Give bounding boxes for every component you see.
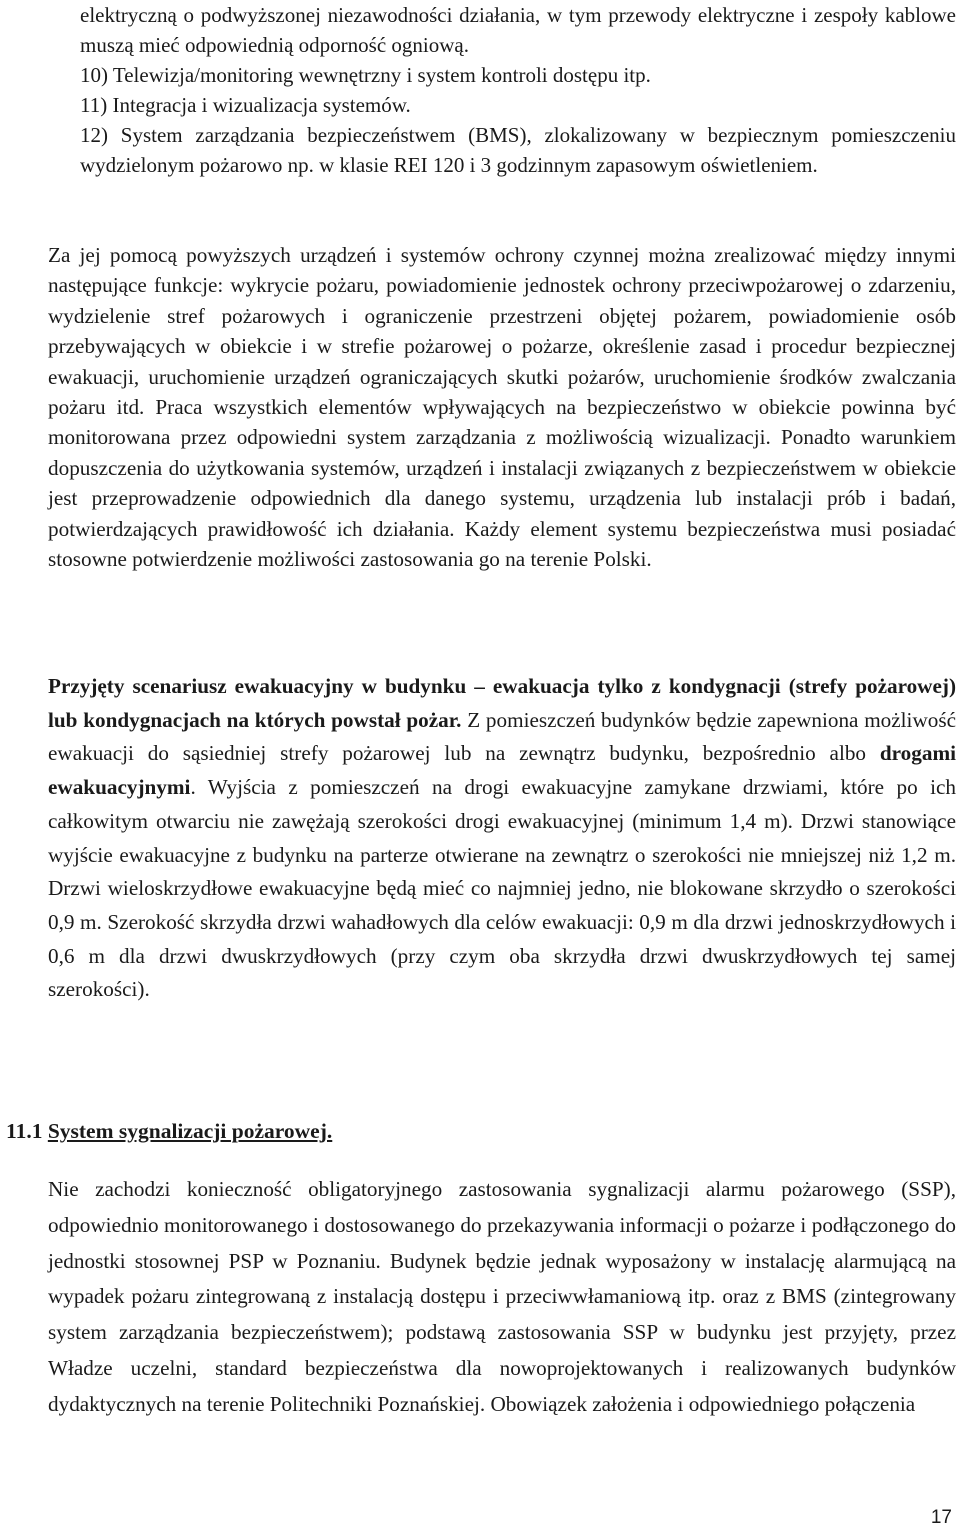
evacuation-text-b: . Wyjścia z pomieszczeń na drogi ewakuacyjne zamykane drzwiami, które po ich całkowitym otwarciu nie zawężają szerokości drogi ewakuacyjnej (minimum 1,4 m). Drzwi stanowiące wyjście ewakuacyjne z budynku na parterze otwierane na zewnątrz o szerokości nie mniejszej niż 1,2 m. Drzwi wieloskrzydłowe ewakuacyjne będą mieć co najmniej jedno, nie blokowane skrzydło o szerokości 0,9 m. Szerokość skrzydła drzwi wahadłowych dla celów ewakuacji: 0,9 m dla drzwi jednoskrzydłowych i 0,6 m dla drzwi dwuskrzydłowych (przy czym oba skrzydła drzwi dwuskrzydłowych tej samej szerokości). — [48, 775, 956, 1002]
paragraph-evacuation-scenario — [48, 670, 956, 1007]
evacuation-scenario-bold: Przyjęty scenariusz ewakuacyjny w budynku – ewakuacja tylko z kondygnacji (strefy pożarowej) lub kondygnacjach na których powstał pożar. — [48, 674, 956, 732]
list-item-12: 12) System zarządzania bezpieczeństwem (BMS), zlokalizowany w bezpiecznym pomieszczeniu wydzielonym pożarowo np. w klasie REI 120 i 3 godzinnym zapasowym oświetleniem. — [80, 123, 956, 177]
evacuation-text-a: Z pomieszczeń budynków będzie zapewniona możliwość ewakuacji do sąsiedniej strefy pożarowej lub na zewnątrz budynku, bezpośrednio albo — [48, 707, 956, 766]
list-item-10: 10) Telewizja/monitoring wewnętrzny i system kontroli dostępu itp. — [80, 63, 651, 87]
numbered-list — [80, 0, 956, 180]
evacuation-routes-bold: drogami ewakuacyjnymi — [48, 741, 956, 800]
list-item-continuation: elektryczną o podwyższonej niezawodności działania, w tym przewody elektryczne i zespoły kablowe muszą mieć odpowiednią odporność ogniową. — [80, 3, 956, 57]
section-title: System sygnalizacji pożarowej. — [47, 1119, 333, 1143]
section-number: 11.1 — [6, 1119, 48, 1143]
list-item-11: 11) Integracja i wizualizacja systemów. — [80, 93, 411, 117]
page-number: 17 — [930, 1507, 952, 1528]
section-heading — [6, 1116, 332, 1146]
paragraph-fire-alarm-system: Nie zachodzi konieczność obligatoryjnego zastosowania sygnalizacji alarmu pożarowego (SSP), odpowiednio monitorowanego i dostosowanego do przekazywania informacji o pożarze i podłączonego do jednostki stosownej PSP w Poznaniu. Budynek będzie jednak wyposażony w instalację alarmującą na wypadek pożaru zintegrowaną z instalacją dostępu i przeciwwłamaniową itp. oraz z BMS (zintegrowany system zarządzania bezpieczeństwem); podstawą zastosowania SSP w budynku jest przyjęty, przez Władze uczelni, standard bezpieczeństwa dla nowoprojektowanych i realizowanych budynków dydaktycznych na terenie Politechniki Poznańskiej. Obowiązek założenia i odpowiedniego połączenia — [48, 1177, 956, 1416]
paragraph-fire-protection-functions: Za jej pomocą powyższych urządzeń i systemów ochrony czynnej można zrealizować między innymi następujące funkcje: wykrycie pożaru, powiadomienie jednostek ochrony przeciwpożarowej o zdarzeniu, wydzielenie stref pożarowych i ograniczenie przestrzeni objętej pożarem, powiadomienie osób przebywających w obiekcie i w strefie pożarowej o pożarze, określenie zasad i procedur bezpiecznej ewakuacji, uruchomienie urządzeń ograniczających skutki pożarów, uruchomienie środków zwalczania pożaru itd. Praca wszystkich elementów wpływających na bezpieczeństwo w obiekcie powinna być monitorowana przez odpowiedni system zarządzania z możliwością wizualizacji. Ponadto warunkiem dopuszczenia do użytkowania systemów, urządzeń i instalacji związanych z bezpieczeństwem w obiekcie jest przeprowadzenie odpowiednich dla danego systemu, urządzenia lub instalacji prób i badań, potwierdzających prawidłowość ich działania. Każdy element systemu bezpieczeństwa musi posiadać stosowne potwierdzenie możliwości zastosowania go na terenie Polski. — [48, 243, 956, 572]
